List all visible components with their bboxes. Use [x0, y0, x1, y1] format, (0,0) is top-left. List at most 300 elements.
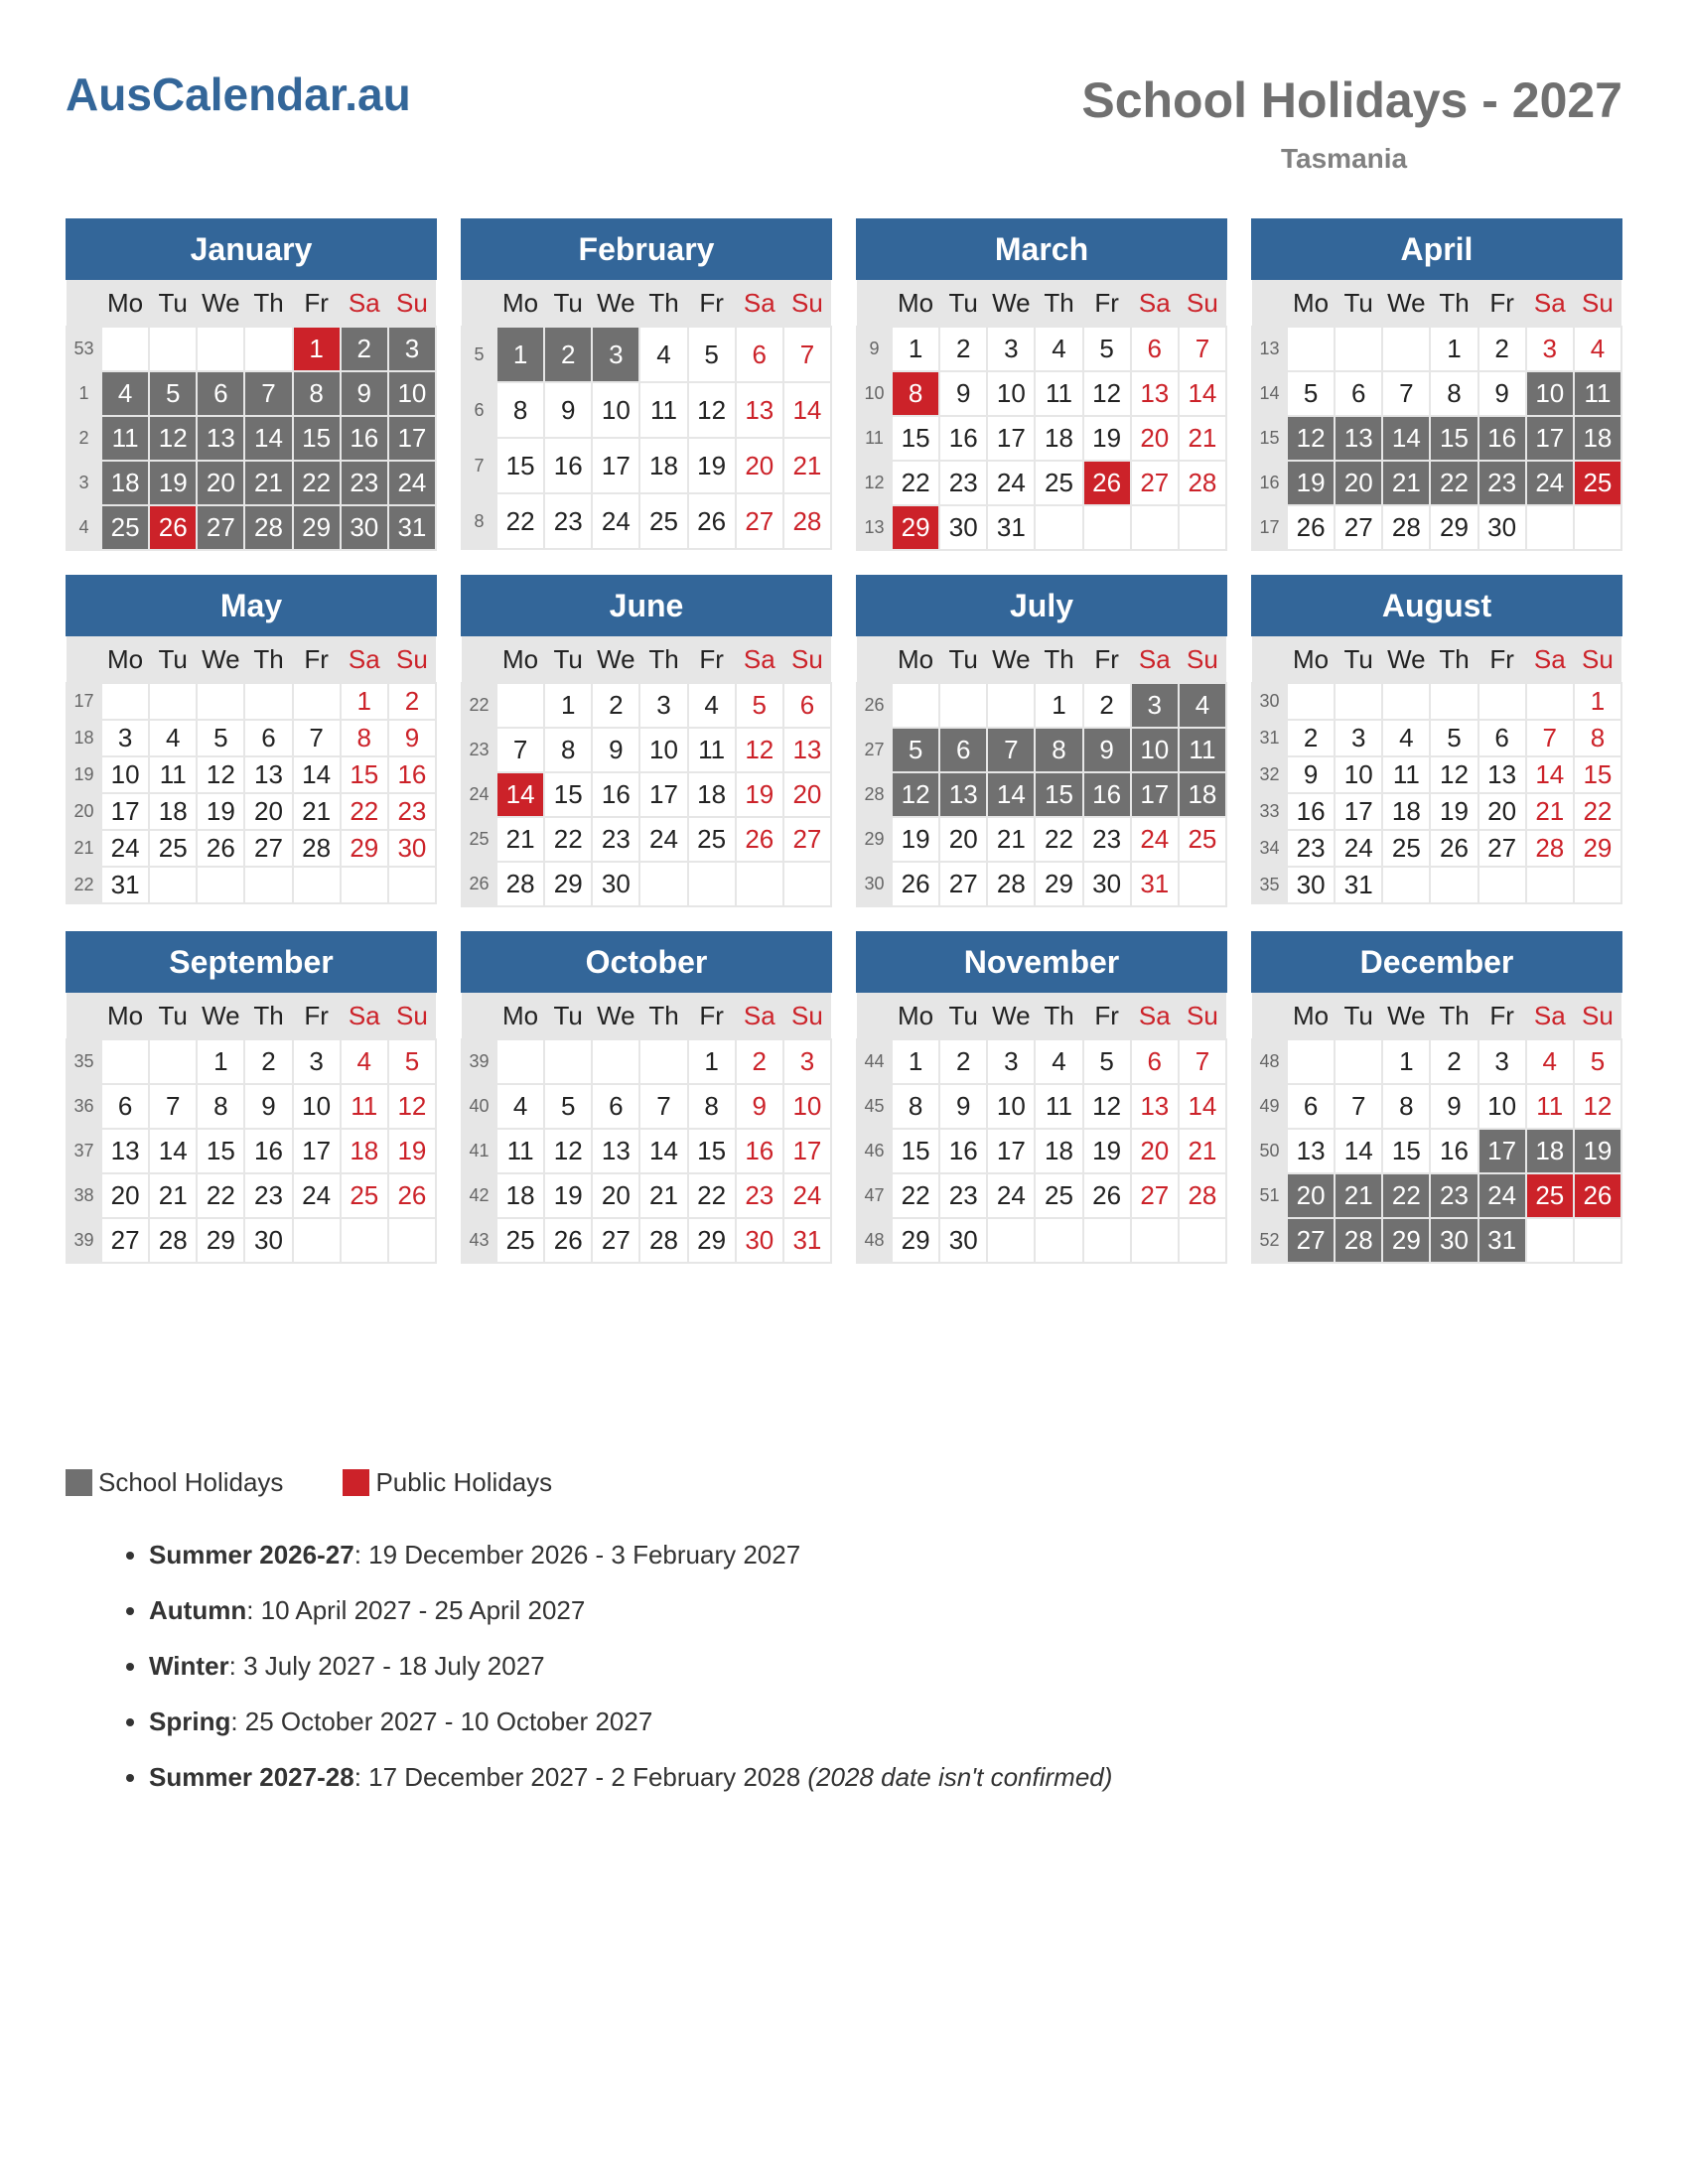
day-cell[interactable]: 24: [987, 1173, 1035, 1218]
day-cell[interactable]: 12: [1287, 416, 1335, 461]
day-cell[interactable]: 6: [1287, 1084, 1335, 1129]
day-cell[interactable]: 19: [1430, 793, 1477, 830]
day-cell[interactable]: 13: [1131, 371, 1179, 416]
day-cell[interactable]: 21: [1382, 461, 1430, 505]
day-cell[interactable]: 28: [1179, 1173, 1226, 1218]
day-cell[interactable]: 9: [544, 382, 592, 438]
day-cell[interactable]: 11: [1526, 1084, 1574, 1129]
day-cell[interactable]: 27: [101, 1218, 149, 1263]
day-cell[interactable]: 29: [1574, 830, 1621, 867]
day-cell[interactable]: 15: [293, 416, 341, 461]
day-cell[interactable]: 10: [1335, 756, 1382, 793]
day-cell[interactable]: 11: [1382, 756, 1430, 793]
day-cell[interactable]: 18: [1574, 416, 1621, 461]
day-cell[interactable]: 8: [496, 382, 544, 438]
day-cell[interactable]: 30: [341, 505, 388, 550]
day-cell[interactable]: 4: [639, 327, 687, 382]
day-cell[interactable]: 26: [1083, 461, 1131, 505]
day-cell[interactable]: 29: [197, 1218, 244, 1263]
day-cell[interactable]: 12: [197, 756, 244, 793]
day-cell[interactable]: 17: [1131, 772, 1179, 817]
day-cell[interactable]: 26: [1287, 505, 1335, 550]
day-cell[interactable]: 2: [939, 327, 987, 371]
day-cell[interactable]: 27: [1131, 1173, 1179, 1218]
day-cell[interactable]: 23: [736, 1173, 783, 1218]
day-cell[interactable]: 7: [496, 728, 544, 772]
day-cell[interactable]: 6: [592, 1084, 639, 1129]
day-cell[interactable]: 20: [1131, 416, 1179, 461]
day-cell[interactable]: 16: [341, 416, 388, 461]
day-cell[interactable]: 29: [293, 505, 341, 550]
day-cell[interactable]: 17: [592, 438, 639, 493]
day-cell[interactable]: 27: [939, 862, 987, 906]
day-cell[interactable]: 25: [1574, 461, 1621, 505]
day-cell[interactable]: 4: [1035, 1039, 1082, 1084]
day-cell[interactable]: 4: [1526, 1039, 1574, 1084]
day-cell[interactable]: 8: [1035, 728, 1082, 772]
day-cell[interactable]: 7: [1526, 720, 1574, 756]
day-cell[interactable]: 28: [293, 830, 341, 867]
day-cell[interactable]: 5: [197, 720, 244, 756]
day-cell[interactable]: 1: [688, 1039, 736, 1084]
day-cell[interactable]: 15: [1382, 1129, 1430, 1173]
day-cell[interactable]: 1: [293, 327, 341, 371]
day-cell[interactable]: 22: [197, 1173, 244, 1218]
day-cell[interactable]: 21: [293, 793, 341, 830]
day-cell[interactable]: 15: [197, 1129, 244, 1173]
day-cell[interactable]: 15: [688, 1129, 736, 1173]
day-cell[interactable]: 27: [783, 817, 831, 862]
day-cell[interactable]: 6: [1478, 720, 1526, 756]
day-cell[interactable]: 19: [1574, 1129, 1621, 1173]
day-cell[interactable]: 10: [388, 371, 436, 416]
day-cell[interactable]: 11: [1035, 1084, 1082, 1129]
day-cell[interactable]: 31: [388, 505, 436, 550]
day-cell[interactable]: 1: [1430, 327, 1477, 371]
day-cell[interactable]: 9: [1287, 756, 1335, 793]
day-cell[interactable]: 27: [1287, 1218, 1335, 1263]
day-cell[interactable]: 7: [639, 1084, 687, 1129]
day-cell[interactable]: 31: [987, 505, 1035, 550]
day-cell[interactable]: 5: [149, 371, 197, 416]
day-cell[interactable]: 31: [1478, 1218, 1526, 1263]
day-cell[interactable]: 21: [1335, 1173, 1382, 1218]
day-cell[interactable]: 28: [1526, 830, 1574, 867]
day-cell[interactable]: 28: [639, 1218, 687, 1263]
day-cell[interactable]: 28: [783, 493, 831, 549]
day-cell[interactable]: 16: [592, 772, 639, 817]
day-cell[interactable]: 24: [987, 461, 1035, 505]
day-cell[interactable]: 26: [197, 830, 244, 867]
day-cell[interactable]: 3: [1131, 683, 1179, 728]
day-cell[interactable]: 24: [1478, 1173, 1526, 1218]
day-cell[interactable]: 3: [1335, 720, 1382, 756]
day-cell[interactable]: 18: [688, 772, 736, 817]
day-cell[interactable]: 1: [1382, 1039, 1430, 1084]
day-cell[interactable]: 9: [244, 1084, 292, 1129]
day-cell[interactable]: 10: [1131, 728, 1179, 772]
day-cell[interactable]: 5: [892, 728, 939, 772]
day-cell[interactable]: 24: [101, 830, 149, 867]
day-cell[interactable]: 8: [341, 720, 388, 756]
day-cell[interactable]: 25: [149, 830, 197, 867]
day-cell[interactable]: 4: [688, 683, 736, 728]
day-cell[interactable]: 1: [892, 1039, 939, 1084]
day-cell[interactable]: 18: [639, 438, 687, 493]
day-cell[interactable]: 31: [1335, 867, 1382, 903]
day-cell[interactable]: 24: [388, 461, 436, 505]
day-cell[interactable]: 11: [496, 1129, 544, 1173]
day-cell[interactable]: 20: [1335, 461, 1382, 505]
day-cell[interactable]: 24: [293, 1173, 341, 1218]
day-cell[interactable]: 22: [1035, 817, 1082, 862]
day-cell[interactable]: 25: [688, 817, 736, 862]
day-cell[interactable]: 22: [688, 1173, 736, 1218]
day-cell[interactable]: 6: [244, 720, 292, 756]
day-cell[interactable]: 1: [1035, 683, 1082, 728]
day-cell[interactable]: 16: [388, 756, 436, 793]
day-cell[interactable]: 26: [149, 505, 197, 550]
day-cell[interactable]: 20: [101, 1173, 149, 1218]
day-cell[interactable]: 5: [388, 1039, 436, 1084]
day-cell[interactable]: 12: [1430, 756, 1477, 793]
day-cell[interactable]: 29: [544, 862, 592, 906]
day-cell[interactable]: 25: [341, 1173, 388, 1218]
day-cell[interactable]: 27: [736, 493, 783, 549]
day-cell[interactable]: 19: [1287, 461, 1335, 505]
day-cell[interactable]: 6: [1131, 1039, 1179, 1084]
day-cell[interactable]: 23: [939, 1173, 987, 1218]
day-cell[interactable]: 22: [1574, 793, 1621, 830]
day-cell[interactable]: 6: [736, 327, 783, 382]
day-cell[interactable]: 3: [987, 327, 1035, 371]
day-cell[interactable]: 15: [892, 1129, 939, 1173]
day-cell[interactable]: 11: [688, 728, 736, 772]
day-cell[interactable]: 26: [688, 493, 736, 549]
day-cell[interactable]: 28: [149, 1218, 197, 1263]
day-cell[interactable]: 20: [1131, 1129, 1179, 1173]
day-cell[interactable]: 18: [1035, 1129, 1082, 1173]
day-cell[interactable]: 14: [1179, 1084, 1226, 1129]
day-cell[interactable]: 29: [1035, 862, 1082, 906]
day-cell[interactable]: 19: [388, 1129, 436, 1173]
day-cell[interactable]: 18: [1179, 772, 1226, 817]
day-cell[interactable]: 30: [939, 505, 987, 550]
day-cell[interactable]: 28: [496, 862, 544, 906]
day-cell[interactable]: 26: [544, 1218, 592, 1263]
day-cell[interactable]: 8: [1430, 371, 1477, 416]
day-cell[interactable]: 8: [892, 1084, 939, 1129]
day-cell[interactable]: 8: [544, 728, 592, 772]
day-cell[interactable]: 3: [388, 327, 436, 371]
day-cell[interactable]: 5: [736, 683, 783, 728]
day-cell[interactable]: 18: [1526, 1129, 1574, 1173]
day-cell[interactable]: 6: [197, 371, 244, 416]
day-cell[interactable]: 23: [388, 793, 436, 830]
day-cell[interactable]: 21: [149, 1173, 197, 1218]
day-cell[interactable]: 22: [892, 1173, 939, 1218]
day-cell[interactable]: 12: [736, 728, 783, 772]
day-cell[interactable]: 16: [939, 1129, 987, 1173]
day-cell[interactable]: 1: [341, 683, 388, 720]
day-cell[interactable]: 18: [496, 1173, 544, 1218]
day-cell[interactable]: 11: [1574, 371, 1621, 416]
day-cell[interactable]: 3: [293, 1039, 341, 1084]
day-cell[interactable]: 4: [1035, 327, 1082, 371]
day-cell[interactable]: 27: [197, 505, 244, 550]
day-cell[interactable]: 4: [1382, 720, 1430, 756]
day-cell[interactable]: 10: [987, 371, 1035, 416]
day-cell[interactable]: 10: [592, 382, 639, 438]
day-cell[interactable]: 17: [987, 1129, 1035, 1173]
day-cell[interactable]: 16: [1287, 793, 1335, 830]
day-cell[interactable]: 5: [1574, 1039, 1621, 1084]
day-cell[interactable]: 28: [1335, 1218, 1382, 1263]
day-cell[interactable]: 21: [244, 461, 292, 505]
day-cell[interactable]: 25: [496, 1218, 544, 1263]
day-cell[interactable]: 3: [987, 1039, 1035, 1084]
day-cell[interactable]: 13: [244, 756, 292, 793]
day-cell[interactable]: 11: [639, 382, 687, 438]
day-cell[interactable]: 20: [592, 1173, 639, 1218]
day-cell[interactable]: 2: [736, 1039, 783, 1084]
day-cell[interactable]: 22: [1382, 1173, 1430, 1218]
day-cell[interactable]: 14: [1382, 416, 1430, 461]
day-cell[interactable]: 1: [197, 1039, 244, 1084]
day-cell[interactable]: 25: [639, 493, 687, 549]
day-cell[interactable]: 16: [544, 438, 592, 493]
day-cell[interactable]: 12: [388, 1084, 436, 1129]
day-cell[interactable]: 10: [1478, 1084, 1526, 1129]
day-cell[interactable]: 23: [1083, 817, 1131, 862]
day-cell[interactable]: 7: [1335, 1084, 1382, 1129]
day-cell[interactable]: 22: [892, 461, 939, 505]
day-cell[interactable]: 16: [1478, 416, 1526, 461]
day-cell[interactable]: 28: [244, 505, 292, 550]
day-cell[interactable]: 22: [1430, 461, 1477, 505]
day-cell[interactable]: 17: [1526, 416, 1574, 461]
day-cell[interactable]: 8: [688, 1084, 736, 1129]
day-cell[interactable]: 17: [783, 1129, 831, 1173]
day-cell[interactable]: 4: [1574, 327, 1621, 371]
day-cell[interactable]: 14: [244, 416, 292, 461]
day-cell[interactable]: 23: [592, 817, 639, 862]
day-cell[interactable]: 29: [1382, 1218, 1430, 1263]
day-cell[interactable]: 26: [388, 1173, 436, 1218]
day-cell[interactable]: 15: [1430, 416, 1477, 461]
day-cell[interactable]: 9: [1478, 371, 1526, 416]
day-cell[interactable]: 3: [1478, 1039, 1526, 1084]
day-cell[interactable]: 9: [939, 1084, 987, 1129]
day-cell[interactable]: 6: [1131, 327, 1179, 371]
day-cell[interactable]: 26: [892, 862, 939, 906]
day-cell[interactable]: 29: [892, 1218, 939, 1263]
day-cell[interactable]: 12: [1574, 1084, 1621, 1129]
day-cell[interactable]: 4: [101, 371, 149, 416]
day-cell[interactable]: 29: [892, 505, 939, 550]
day-cell[interactable]: 11: [1179, 728, 1226, 772]
day-cell[interactable]: 1: [1574, 683, 1621, 720]
day-cell[interactable]: 19: [736, 772, 783, 817]
day-cell[interactable]: 25: [1382, 830, 1430, 867]
day-cell[interactable]: 13: [1287, 1129, 1335, 1173]
day-cell[interactable]: 21: [1526, 793, 1574, 830]
day-cell[interactable]: 17: [639, 772, 687, 817]
day-cell[interactable]: 14: [987, 772, 1035, 817]
day-cell[interactable]: 5: [1430, 720, 1477, 756]
day-cell[interactable]: 24: [592, 493, 639, 549]
day-cell[interactable]: 12: [1083, 371, 1131, 416]
day-cell[interactable]: 26: [736, 817, 783, 862]
day-cell[interactable]: 3: [1526, 327, 1574, 371]
day-cell[interactable]: 20: [783, 772, 831, 817]
day-cell[interactable]: 14: [496, 772, 544, 817]
day-cell[interactable]: 19: [1083, 416, 1131, 461]
day-cell[interactable]: 14: [783, 382, 831, 438]
day-cell[interactable]: 9: [388, 720, 436, 756]
day-cell[interactable]: 21: [783, 438, 831, 493]
day-cell[interactable]: 25: [1035, 1173, 1082, 1218]
day-cell[interactable]: 14: [1526, 756, 1574, 793]
day-cell[interactable]: 22: [544, 817, 592, 862]
day-cell[interactable]: 21: [1179, 416, 1226, 461]
day-cell[interactable]: 8: [892, 371, 939, 416]
day-cell[interactable]: 25: [101, 505, 149, 550]
day-cell[interactable]: 16: [244, 1129, 292, 1173]
day-cell[interactable]: 18: [1382, 793, 1430, 830]
day-cell[interactable]: 7: [1382, 371, 1430, 416]
day-cell[interactable]: 17: [987, 416, 1035, 461]
day-cell[interactable]: 20: [197, 461, 244, 505]
day-cell[interactable]: 2: [1430, 1039, 1477, 1084]
day-cell[interactable]: 16: [1430, 1129, 1477, 1173]
day-cell[interactable]: 21: [1179, 1129, 1226, 1173]
day-cell[interactable]: 9: [341, 371, 388, 416]
day-cell[interactable]: 16: [736, 1129, 783, 1173]
day-cell[interactable]: 6: [1335, 371, 1382, 416]
day-cell[interactable]: 15: [1574, 756, 1621, 793]
day-cell[interactable]: 23: [244, 1173, 292, 1218]
day-cell[interactable]: 20: [244, 793, 292, 830]
day-cell[interactable]: 10: [987, 1084, 1035, 1129]
day-cell[interactable]: 19: [892, 817, 939, 862]
day-cell[interactable]: 7: [293, 720, 341, 756]
day-cell[interactable]: 20: [736, 438, 783, 493]
day-cell[interactable]: 8: [197, 1084, 244, 1129]
day-cell[interactable]: 3: [639, 683, 687, 728]
day-cell[interactable]: 26: [1083, 1173, 1131, 1218]
day-cell[interactable]: 19: [544, 1173, 592, 1218]
day-cell[interactable]: 18: [1035, 416, 1082, 461]
day-cell[interactable]: 10: [293, 1084, 341, 1129]
day-cell[interactable]: 23: [1478, 461, 1526, 505]
day-cell[interactable]: 2: [341, 327, 388, 371]
day-cell[interactable]: 9: [939, 371, 987, 416]
day-cell[interactable]: 7: [149, 1084, 197, 1129]
day-cell[interactable]: 11: [101, 416, 149, 461]
day-cell[interactable]: 31: [1131, 862, 1179, 906]
day-cell[interactable]: 10: [1526, 371, 1574, 416]
day-cell[interactable]: 16: [1083, 772, 1131, 817]
day-cell[interactable]: 11: [149, 756, 197, 793]
day-cell[interactable]: 20: [1478, 793, 1526, 830]
day-cell[interactable]: 30: [244, 1218, 292, 1263]
day-cell[interactable]: 21: [496, 817, 544, 862]
day-cell[interactable]: 25: [1179, 817, 1226, 862]
day-cell[interactable]: 5: [1083, 1039, 1131, 1084]
day-cell[interactable]: 24: [639, 817, 687, 862]
day-cell[interactable]: 10: [783, 1084, 831, 1129]
day-cell[interactable]: 2: [244, 1039, 292, 1084]
day-cell[interactable]: 13: [736, 382, 783, 438]
day-cell[interactable]: 2: [544, 327, 592, 382]
day-cell[interactable]: 24: [1335, 830, 1382, 867]
day-cell[interactable]: 22: [341, 793, 388, 830]
day-cell[interactable]: 30: [592, 862, 639, 906]
day-cell[interactable]: 13: [939, 772, 987, 817]
day-cell[interactable]: 20: [1287, 1173, 1335, 1218]
day-cell[interactable]: 14: [1179, 371, 1226, 416]
day-cell[interactable]: 6: [101, 1084, 149, 1129]
day-cell[interactable]: 2: [388, 683, 436, 720]
day-cell[interactable]: 11: [1035, 371, 1082, 416]
day-cell[interactable]: 28: [987, 862, 1035, 906]
day-cell[interactable]: 3: [592, 327, 639, 382]
day-cell[interactable]: 2: [592, 683, 639, 728]
day-cell[interactable]: 27: [592, 1218, 639, 1263]
day-cell[interactable]: 6: [939, 728, 987, 772]
day-cell[interactable]: 23: [544, 493, 592, 549]
day-cell[interactable]: 23: [939, 461, 987, 505]
day-cell[interactable]: 12: [688, 382, 736, 438]
day-cell[interactable]: 27: [244, 830, 292, 867]
day-cell[interactable]: 15: [496, 438, 544, 493]
day-cell[interactable]: 17: [388, 416, 436, 461]
day-cell[interactable]: 1: [544, 683, 592, 728]
day-cell[interactable]: 14: [639, 1129, 687, 1173]
day-cell[interactable]: 20: [939, 817, 987, 862]
day-cell[interactable]: 15: [892, 416, 939, 461]
day-cell[interactable]: 7: [244, 371, 292, 416]
day-cell[interactable]: 13: [783, 728, 831, 772]
day-cell[interactable]: 24: [1526, 461, 1574, 505]
day-cell[interactable]: 15: [544, 772, 592, 817]
day-cell[interactable]: 1: [496, 327, 544, 382]
day-cell[interactable]: 4: [496, 1084, 544, 1129]
day-cell[interactable]: 8: [1574, 720, 1621, 756]
day-cell[interactable]: 29: [1430, 505, 1477, 550]
day-cell[interactable]: 30: [1430, 1218, 1477, 1263]
day-cell[interactable]: 30: [388, 830, 436, 867]
day-cell[interactable]: 16: [939, 416, 987, 461]
day-cell[interactable]: 26: [1430, 830, 1477, 867]
day-cell[interactable]: 10: [639, 728, 687, 772]
day-cell[interactable]: 2: [939, 1039, 987, 1084]
day-cell[interactable]: 4: [149, 720, 197, 756]
day-cell[interactable]: 13: [592, 1129, 639, 1173]
day-cell[interactable]: 18: [149, 793, 197, 830]
day-cell[interactable]: 24: [1131, 817, 1179, 862]
day-cell[interactable]: 19: [688, 438, 736, 493]
day-cell[interactable]: 13: [101, 1129, 149, 1173]
day-cell[interactable]: 8: [1382, 1084, 1430, 1129]
site-logo[interactable]: AusCalendar.au: [66, 68, 411, 120]
day-cell[interactable]: 24: [783, 1173, 831, 1218]
day-cell[interactable]: 5: [688, 327, 736, 382]
day-cell[interactable]: 9: [592, 728, 639, 772]
day-cell[interactable]: 23: [341, 461, 388, 505]
day-cell[interactable]: 13: [1478, 756, 1526, 793]
